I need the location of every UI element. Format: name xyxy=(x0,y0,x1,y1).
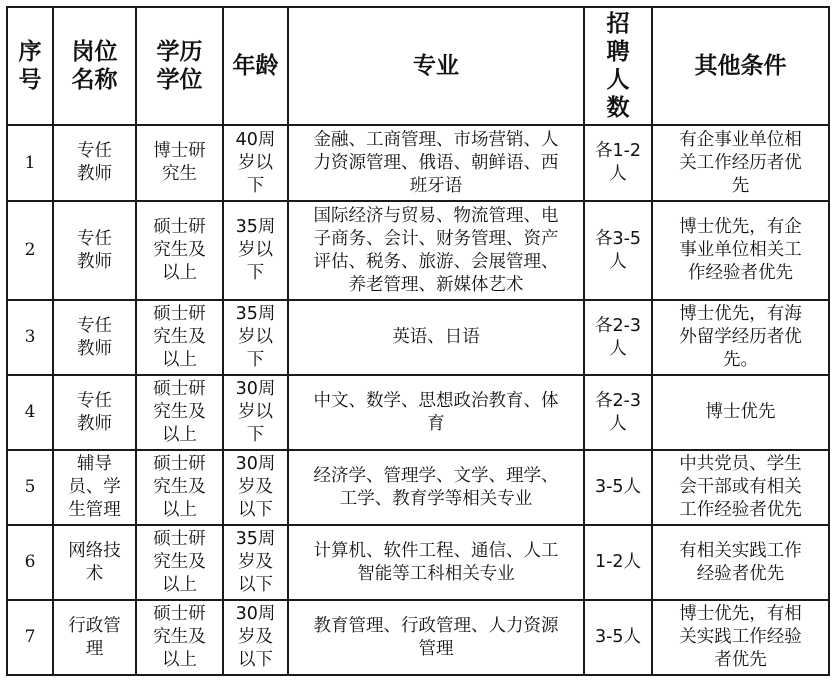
cell-position: 辅导 员、学 生管理 xyxy=(53,450,136,525)
cell-position: 专任 教师 xyxy=(53,300,136,375)
cell-degree: 硕士研 究生及 以上 xyxy=(136,525,223,600)
cell-seq: 6 xyxy=(7,525,53,600)
header-major: 专业 xyxy=(288,7,584,125)
recruitment-table xyxy=(6,6,830,676)
table-row xyxy=(7,201,829,300)
header-degree: 学历 学位 xyxy=(136,7,223,125)
header-seq: 序 号 xyxy=(7,7,53,125)
cell-seq: 2 xyxy=(7,201,53,300)
cell-major: 国际经济与贸易、物流管理、电 子商务、会计、财务管理、资产 评估、税务、旅游、会展管理、 养老管理、新媒体艺术 xyxy=(288,201,584,300)
cell-degree: 硕士研 究生及 以上 xyxy=(136,375,223,450)
cell-seq: 7 xyxy=(7,600,53,675)
cell-seq: 4 xyxy=(7,375,53,450)
cell-degree: 硕士研 究生及 以上 xyxy=(136,450,223,525)
cell-count: 各2-3 人 xyxy=(584,375,652,450)
header-age: 年龄 xyxy=(223,7,288,125)
cell-degree: 博士研 究生 xyxy=(136,125,223,201)
cell-major: 计算机、软件工程、通信、人工 智能等工科相关专业 xyxy=(288,525,584,600)
table-row xyxy=(7,450,829,525)
cell-major: 金融、工商管理、市场营销、人 力资源管理、俄语、朝鲜语、西 班牙语 xyxy=(288,125,584,201)
cell-other: 有相关实践工作 经验者优先 xyxy=(652,525,829,600)
cell-count: 各3-5 人 xyxy=(584,201,652,300)
cell-age: 30周 岁及 以下 xyxy=(223,600,288,675)
cell-count: 1-2人 xyxy=(584,525,652,600)
cell-degree: 硕士研 究生及 以上 xyxy=(136,600,223,675)
cell-other: 博士优先，有相 关实践工作经验 者优先 xyxy=(652,600,829,675)
cell-seq: 3 xyxy=(7,300,53,375)
cell-seq: 1 xyxy=(7,125,53,201)
cell-age: 30周 岁及 以下 xyxy=(223,450,288,525)
cell-major: 教育管理、行政管理、人力资源 管理 xyxy=(288,600,584,675)
header-row xyxy=(7,7,829,125)
cell-count: 3-5人 xyxy=(584,450,652,525)
cell-other: 博士优先 xyxy=(652,375,829,450)
cell-position: 专任 教师 xyxy=(53,125,136,201)
table-row xyxy=(7,600,829,675)
cell-seq: 5 xyxy=(7,450,53,525)
cell-other: 中共党员、学生 会干部或有相关 工作经验者优先 xyxy=(652,450,829,525)
cell-other: 博士优先，有企 事业单位相关工 作经验者优先 xyxy=(652,201,829,300)
cell-major: 英语、日语 xyxy=(288,300,584,375)
cell-degree: 硕士研 究生及 以上 xyxy=(136,201,223,300)
header-count: 招 聘 人 数 xyxy=(584,7,652,125)
cell-age: 35周 岁以 下 xyxy=(223,201,288,300)
cell-other: 博士优先，有海 外留学经历者优 先。 xyxy=(652,300,829,375)
cell-major: 中文、数学、思想政治教育、体 育 xyxy=(288,375,584,450)
cell-age: 35周 岁以 下 xyxy=(223,300,288,375)
header-position: 岗位 名称 xyxy=(53,7,136,125)
cell-degree: 硕士研 究生及 以上 xyxy=(136,300,223,375)
table-row xyxy=(7,525,829,600)
cell-major: 经济学、管理学、文学、理学、 工学、教育学等相关专业 xyxy=(288,450,584,525)
table-row xyxy=(7,125,829,201)
cell-age: 40周 岁以 下 xyxy=(223,125,288,201)
cell-count: 各2-3 人 xyxy=(584,300,652,375)
cell-count: 3-5人 xyxy=(584,600,652,675)
cell-position: 专任 教师 xyxy=(53,375,136,450)
cell-age: 30周 岁以 下 xyxy=(223,375,288,450)
header-other: 其他条件 xyxy=(652,7,829,125)
cell-position: 行政管 理 xyxy=(53,600,136,675)
cell-age: 35周 岁及 以下 xyxy=(223,525,288,600)
table-row xyxy=(7,300,829,375)
cell-count: 各1-2 人 xyxy=(584,125,652,201)
cell-other: 有企事业单位相 关工作经历者优 先 xyxy=(652,125,829,201)
cell-position: 专任 教师 xyxy=(53,201,136,300)
cell-position: 网络技 术 xyxy=(53,525,136,600)
table-row xyxy=(7,375,829,450)
